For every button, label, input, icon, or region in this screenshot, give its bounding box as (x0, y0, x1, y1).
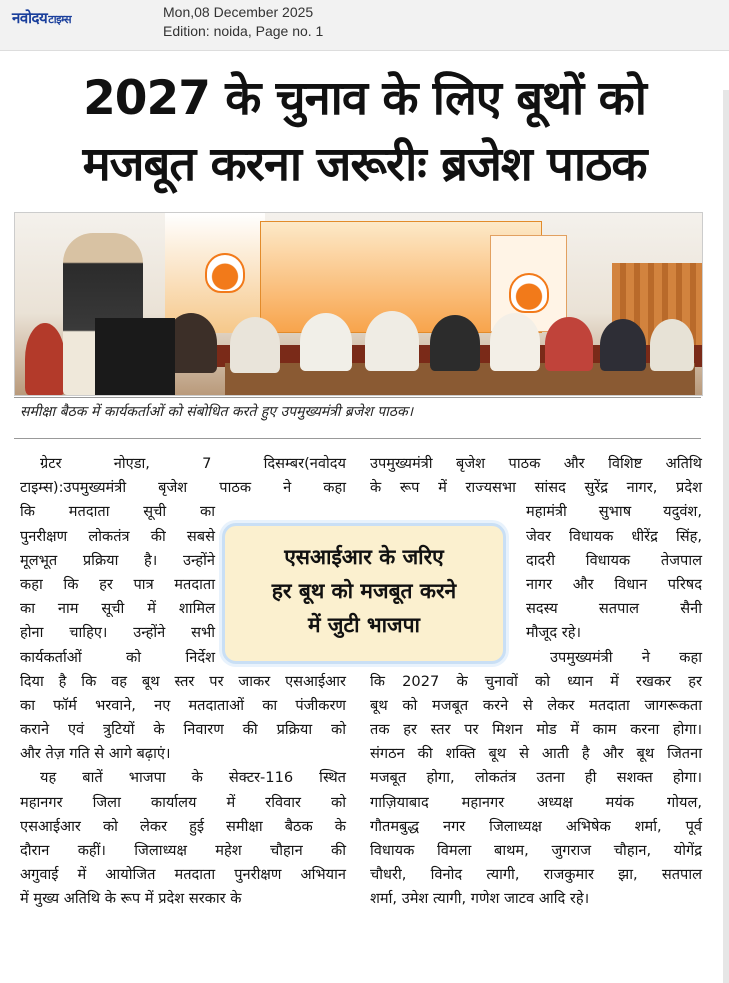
article-line: यह बातें भाजपा के सेक्टर-116 स्थित (40, 769, 346, 787)
article-line: मूलभूत प्रक्रिया है। उन्होंने (20, 551, 215, 569)
photo-person (365, 311, 419, 371)
article-line: कार्यकर्ताओं को निर्देश (20, 648, 215, 666)
article-line: और तेज़ गति से आगे बढ़ाएं। (20, 745, 171, 763)
article-line: कि मतदाता सूची का (20, 503, 215, 521)
article-line: का नाम सूची में शामिल (20, 600, 215, 618)
article-line: एसआईआर को लेकर हुई समीक्षा बैठक के (20, 817, 346, 835)
pull-quote-line: हर बूथ को मजबूत करने (271, 579, 457, 603)
photo-person (600, 319, 646, 371)
edition-page: Edition: noida, Page no. 1 (163, 23, 324, 39)
article-line: ग्रेटर नोएडा, 7 दिसम्बर(नवोदय (40, 455, 346, 472)
newspaper-logo[interactable] (12, 8, 71, 28)
caption-rule-bottom (14, 438, 701, 439)
article-line: मौजूद रहे। (526, 624, 581, 642)
article-line: संगठन की शक्ति बूथ से आती है और बूथ जितना (370, 745, 702, 763)
article-line: तक हर स्तर पर मिशन मोड में काम करना होगा। (370, 721, 702, 739)
article-column-right (370, 452, 702, 912)
publication-date: Mon,08 December 2025 (163, 4, 314, 20)
article-line: मजबूत होगा, लोकतंत्र उतना ही सशक्त होगा। (370, 769, 702, 787)
article-line: दादरी विधायक तेजपाल (526, 551, 702, 569)
photo-person (300, 313, 352, 371)
news-photo[interactable] (14, 212, 703, 396)
masthead-bar (0, 0, 729, 51)
article-line: के रूप में राज्यसभा सांसद सुरेंद्र नागर, प्रदेश (370, 479, 702, 497)
article-line: शर्मा, उमेश त्यागी, गणेश जाटव आदि रहे। (370, 890, 590, 908)
article-line: टाइम्स):उपमुख्यमंत्री बृजेश पाठक ने कहा (20, 479, 346, 497)
headline-line-2: मजबूत करना जरूरीः ब्रजेश पाठक (82, 137, 647, 192)
article-line: दौरान कहीं। जिलाध्यक्ष महेश चौहान की (20, 842, 346, 859)
article-line: में मुख्य अतिथि के रूप में प्रदेश सरकार के (20, 890, 242, 908)
photo-person (430, 315, 480, 371)
edition-info (163, 3, 323, 41)
article-line: अगुवाई में आयोजित मतदाता पुनरीक्षण अभियान (20, 866, 346, 884)
logo-main: नवोदय (12, 9, 48, 27)
pull-quote-text (225, 540, 503, 642)
article-line: सदस्य सतपाल सैनी (526, 600, 702, 618)
caption-rule-top (14, 397, 701, 398)
headline-line-1: 2027 के चुनाव के लिए बूथों को (83, 71, 646, 126)
photo-person (230, 317, 280, 373)
article-line: उपमुख्यमंत्री बृजेश पाठक और विशिष्ट अतिथि (370, 455, 702, 472)
article-line: का फॉर्म भरवाने, नए मतदाताओं का पंजीकरण (20, 696, 346, 714)
photo-caption: समीक्षा बैठक में कार्यकर्ताओं को संबोधित करते हुए उपमुख्यमंत्री ब्रजेश पाठक। (20, 404, 414, 420)
article-line: कि 2027 के चुनावों को ध्यान में रखकर हर (370, 672, 702, 690)
article-line: नागर और विधान परिषद (526, 575, 702, 593)
article-line: उपमुख्यमंत्री ने कहा (550, 648, 702, 666)
photo-person (545, 317, 593, 371)
article-line: विधायक विमला बाथम, जुगराज चौहान, योगेंद्र (370, 842, 702, 859)
article-column-left (20, 452, 346, 912)
article-line: महामंत्री सुभाष यदुवंश, (526, 503, 702, 521)
article-line: दिया है कि वह बूथ स्तर पर जाकर एसआईआर (20, 672, 346, 690)
pull-quote-line: में जुटी भाजपा (308, 613, 420, 637)
lotus-icon (205, 253, 245, 293)
article-line: महानगर जिला कार्यालय में रविवार को (20, 793, 346, 811)
photo-person (650, 319, 694, 371)
photo-person (490, 313, 540, 371)
logo-sub: टाइम्स (48, 13, 72, 26)
headline (0, 66, 729, 198)
pull-quote-box (222, 523, 506, 664)
article-line: गौतमबुद्ध नगर जिलाध्यक्ष अभिषेक शर्मा, पूर्व (370, 817, 702, 835)
article-line: पुनरीक्षण लोकतंत्र की सबसे (20, 527, 215, 545)
pull-quote-line: एसआईआर के जरिए (284, 545, 444, 569)
photo-podium (95, 318, 175, 395)
article-line: होना चाहिए। उन्होंने सभी (20, 624, 215, 642)
article-line: कराने एवं त्रुटियों के निवारण की प्रक्रिया को (20, 721, 346, 739)
lotus-icon (509, 273, 549, 313)
article-line: कहा कि हर पात्र मतदाता (20, 575, 215, 593)
page-edge (723, 90, 729, 983)
article-line: जेवर विधायक धीरेंद्र सिंह, (526, 527, 702, 545)
article-line: बूथ को मजबूत करने से लेकर मतदाता जागरूकता (370, 696, 702, 714)
photo-person (25, 323, 65, 395)
article-line: गाज़ियाबाद महानगर अध्यक्ष मयंक गोयल, (370, 793, 702, 811)
article-line: चौधरी, विनोद त्यागी, राजकुमार झा, सतपाल (370, 866, 702, 884)
